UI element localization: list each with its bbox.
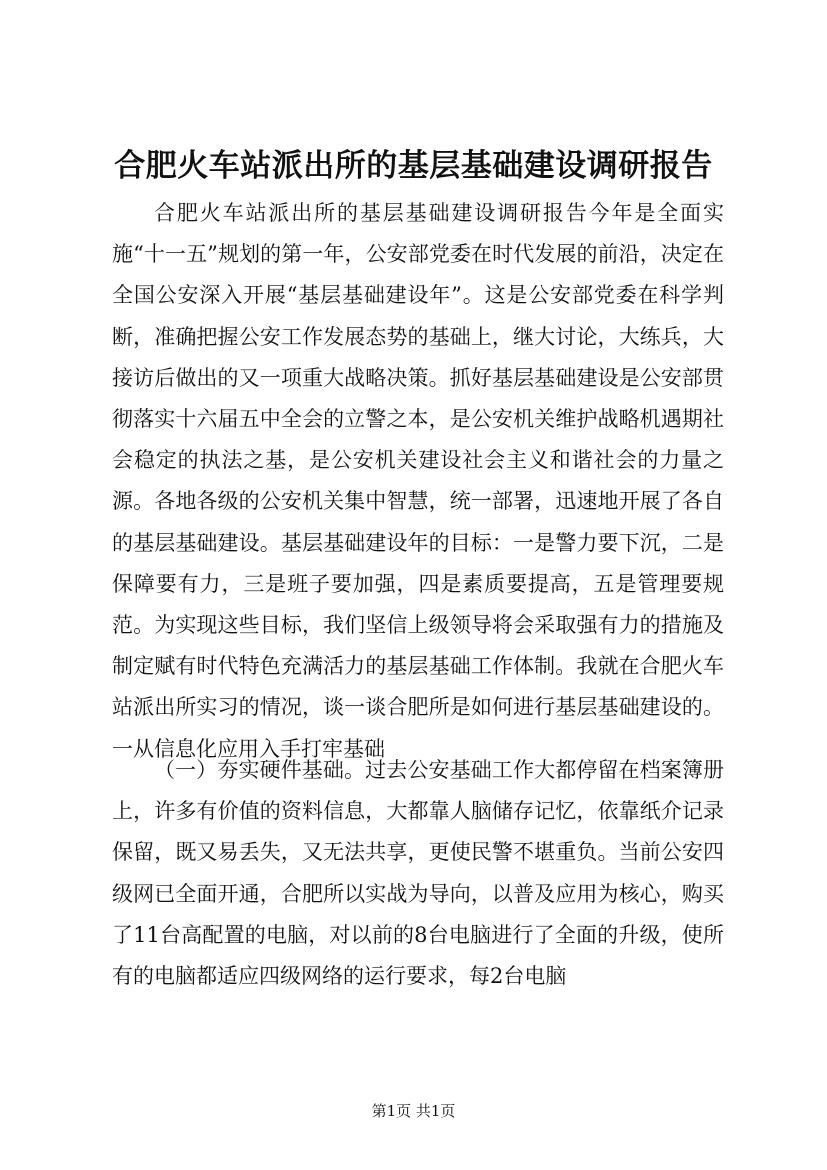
body-paragraph-2: （一）夯实硬件基础。过去公安基础工作大都停留在档案簿册上，许多有价值的资料信息，大都靠人脑储存记忆，依靠纸介记录保留，既又易丢失，又无法共享，更使民警不堪重负。当前公安四级网已全面开通，合肥所以实战为导向，以普及应用为核心，购买了11台高配置的电脑，对以前的8台电脑进行了全面的升级，使所有的电脑都适应四级网络的运行要求，每2台电脑 [112, 758, 724, 989]
page-footer: 第1页 共1页 [371, 1102, 456, 1120]
body-paragraph-1: 合肥火车站派出所的基层基础建设调研报告今年是全面实施“十一五”规划的第一年，公安部党委在时代发展的前沿，决定在全国公安深入开展“基层基础建设年”。这是公安部党委在科学判断，准确把握公安工作发展态势的基础上，继大讨论，大练兵，大接访后做出的又一项重大战略决策。抓好基层基础建设是公安部贯彻落实十六届五中全会的立警之本，是公安机关维护战略机遇期社会稳定的执法之基，是公安机关建设社会主义和谐社会的力量之源。各地各级的公安机关集中智慧，统一部署，迅速地开展了各自的基层基础建设。基层基础建设年的目标：一是警力要下沉，二是保障要有力，三是班子要加强，四是素质要提高，五是管理要规范。为实现这些目标，我们坚信上级领导将会采取强有力的措施及制定赋有时代特色充满活力的基层基础工作体制。我就在合肥火车站派出所实习的情况，谈一谈合肥所是如何进行基层基础建设的。一从信息化应用入手打牢基础 [112, 201, 724, 761]
document-title: 合肥火车站派出所的基层基础建设调研报告 [114, 148, 713, 184]
